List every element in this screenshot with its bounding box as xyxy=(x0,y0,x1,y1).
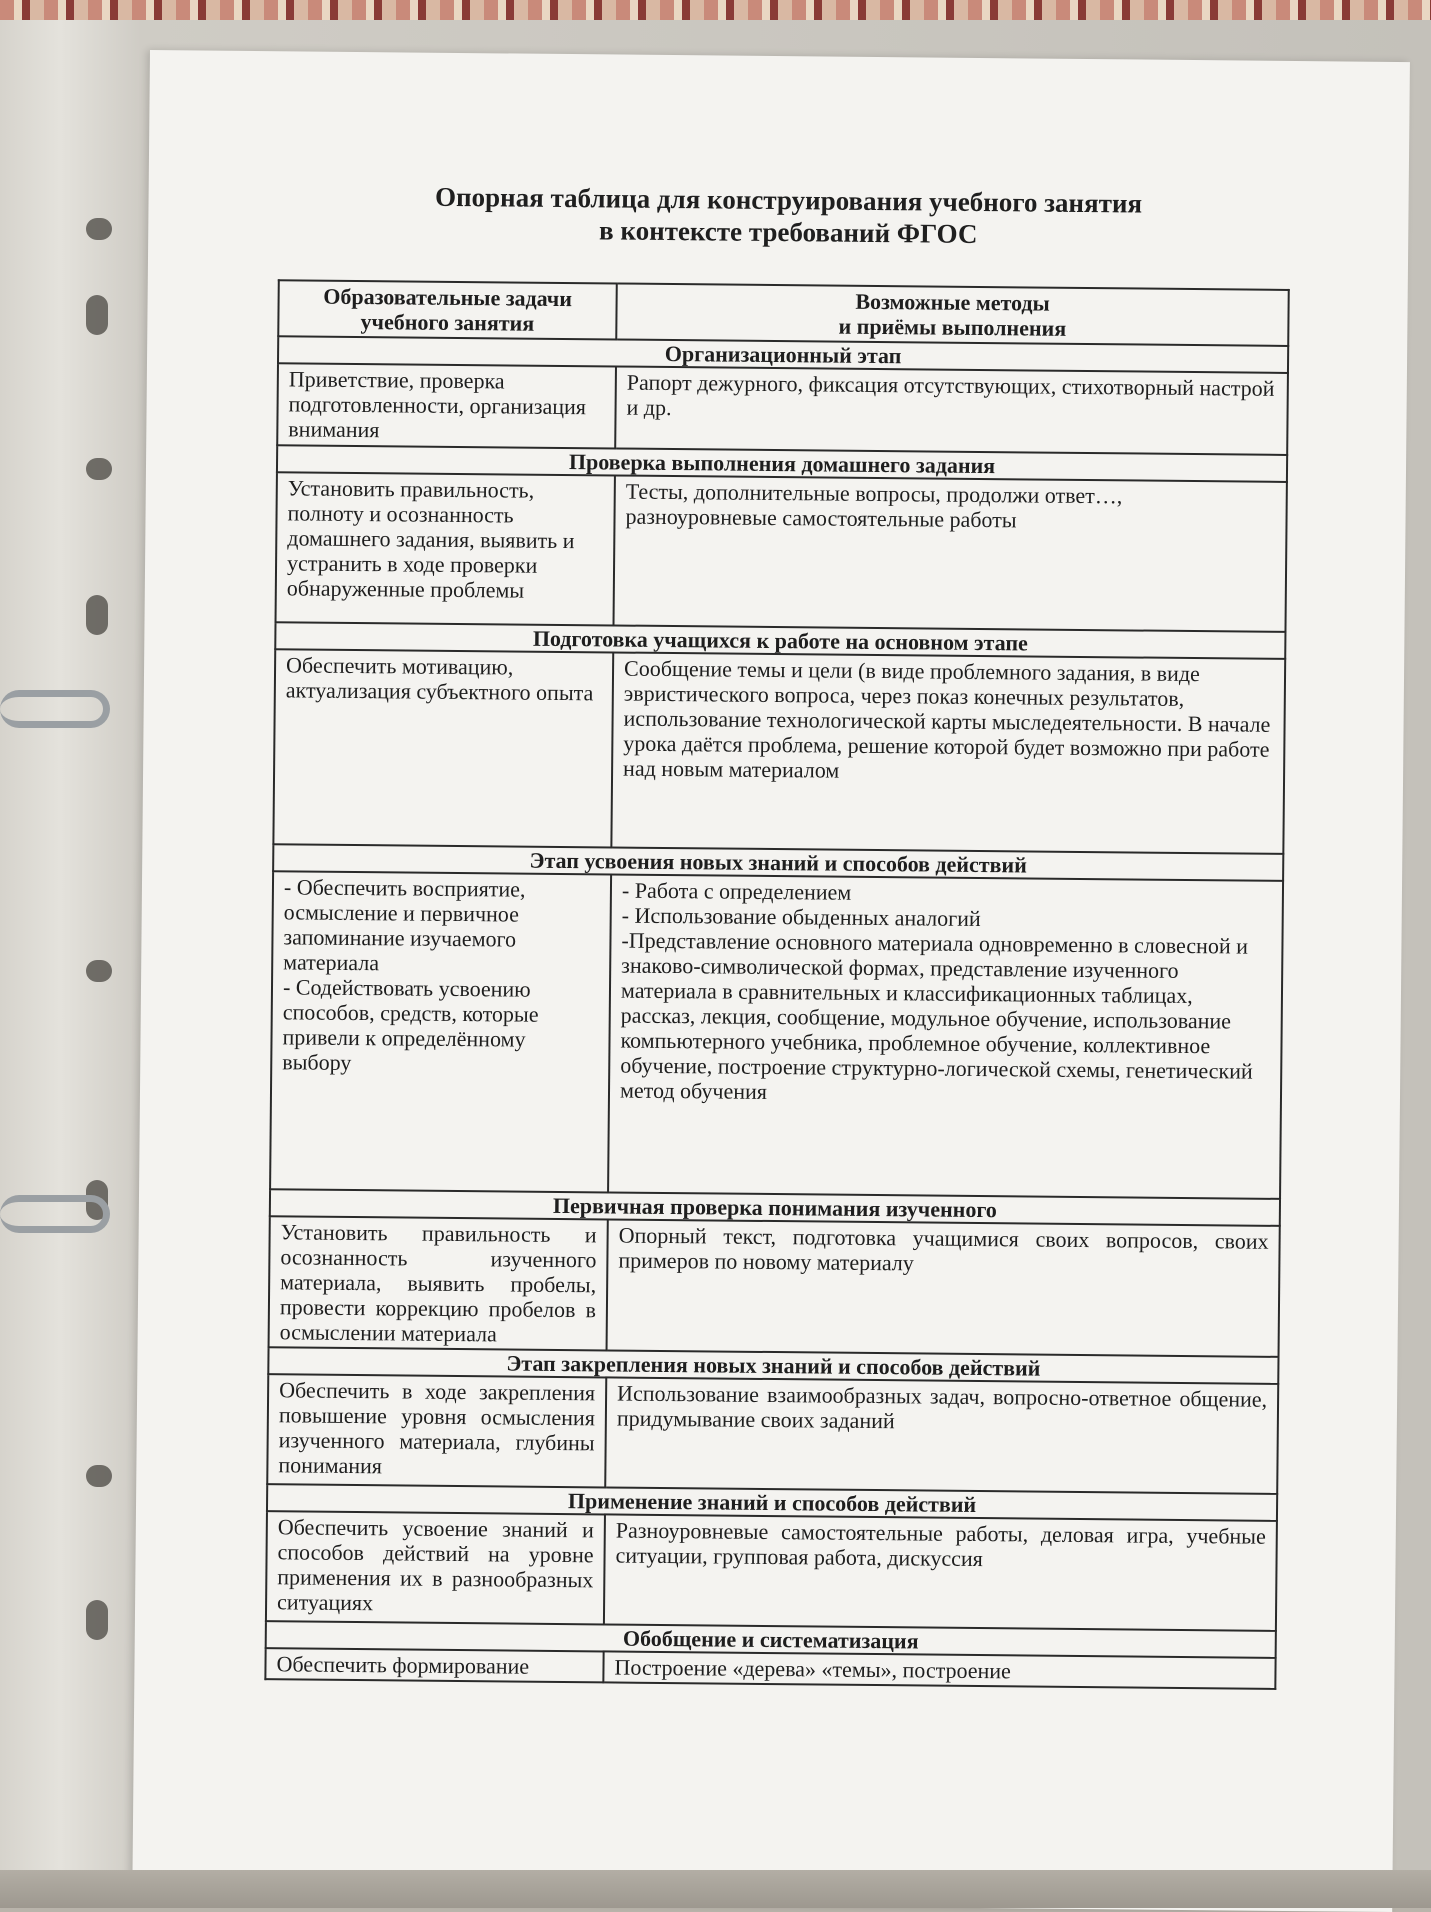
table-header-row xyxy=(278,280,1288,346)
binder-hole xyxy=(86,295,108,335)
binder-ring xyxy=(0,690,110,728)
task-text: Установить правильность и осознанность изученного материала, выявить пробелы, провести коррекцию пробелов в осмыслении материала xyxy=(279,1219,597,1347)
binder-hole xyxy=(86,458,112,480)
task-cell xyxy=(276,472,615,625)
task-cell xyxy=(273,649,613,847)
binder-ring xyxy=(0,1195,110,1233)
method-cell xyxy=(611,652,1285,853)
header-tasks-line-1: Образовательные задачи xyxy=(323,283,573,312)
method-text: Сообщение темы и цели (в виде проблемного задания, в виде эвристического вопроса, через показ конечных результатов, использование технологической карты мыследеятельности. В начале урока даётся проблема, решение которой будет возможно при работе над новым материалом xyxy=(623,655,1271,783)
binder-hole xyxy=(86,595,108,635)
table-row xyxy=(266,1511,1277,1631)
method-cell xyxy=(615,366,1288,454)
binder-hole xyxy=(86,1600,108,1640)
binder-bottom-edge xyxy=(0,1870,1431,1908)
title-line-1: Опорная таблица для конструирования учебного занятия xyxy=(434,181,1143,219)
task-text: Обеспечить формирование xyxy=(276,1651,530,1679)
table-row xyxy=(273,649,1285,854)
title-line-2: в контексте требований ФГОС xyxy=(598,215,978,249)
stage-title: Этап усвоения новых знаний и способов действий xyxy=(273,844,1283,881)
method-cell xyxy=(613,475,1286,631)
table-row xyxy=(269,1216,1280,1357)
method-text: - Использование обыденных аналогий xyxy=(621,902,981,932)
method-cell xyxy=(604,1514,1277,1630)
method-cell xyxy=(603,1651,1275,1688)
task-text: - Обеспечить восприятие, осмысление и первичное запоминание изучаемого материала xyxy=(283,874,526,976)
task-text: - Содействовать усвоению способов, средств, которые привели к определённому выбору xyxy=(282,974,539,1075)
header-methods-line-2: и приёмы выполнения xyxy=(838,313,1067,341)
lesson-design-table xyxy=(264,279,1289,1690)
method-cell xyxy=(608,874,1283,1198)
stage-title: Обобщение и систематизация xyxy=(266,1621,1276,1658)
method-text: Разноуровневые самостоятельные работы, деловая игра, учебные ситуации, групповая работа, дискуссия xyxy=(615,1517,1266,1572)
table-row xyxy=(270,871,1283,1199)
task-cell xyxy=(265,1648,603,1682)
task-cell xyxy=(267,1374,606,1487)
task-text: Обеспечить в ходе закрепления повышение уровня осмысления изученного материала, глубины понимания xyxy=(278,1377,596,1479)
binder-hole xyxy=(86,218,112,240)
table-row xyxy=(276,472,1287,632)
method-text: - Работа с определением xyxy=(621,877,852,905)
stage-title: Подготовка учащихся к работе на основном этапе xyxy=(275,622,1285,659)
binder-hole xyxy=(86,1465,112,1487)
page-title xyxy=(338,180,1239,253)
stage-title: Проверка выполнения домашнего задания xyxy=(277,445,1287,482)
table-row xyxy=(267,1374,1278,1494)
method-text: Рапорт дежурного, фиксация отсутствующих, стихотворный настрой и др. xyxy=(626,369,1275,421)
method-text: Использование взаимообразных задач, вопросно-ответное общение, придумывание своих заданий xyxy=(616,1380,1268,1434)
method-text: -Представление основного материала одновременно в словесной и знаково-символической формах, представление изученного материала в сравнительных и классификационных таблицах, рассказ, лекция, сообщение, модульное обучение, использование компьютерного учебника, проблемное обучение, коллективное обучение, построение структурно-логической схемы, генетический метод обучения xyxy=(619,927,1253,1104)
task-cell xyxy=(266,1511,605,1624)
stage-title: Этап закрепления новых знаний и способов действий xyxy=(268,1347,1278,1384)
task-cell xyxy=(269,1216,608,1350)
header-tasks xyxy=(278,280,617,339)
task-cell xyxy=(277,363,616,448)
method-text: Опорный текст, подготовка учащимися своих вопросов, своих примеров по новому материалу xyxy=(618,1222,1269,1276)
method-cell xyxy=(607,1219,1280,1356)
stage-title: Применение знаний и способов действий xyxy=(267,1484,1277,1521)
method-text: Построение «дерева» «темы», построение xyxy=(614,1654,1012,1684)
stage-title: Первичная проверка понимания изученного xyxy=(270,1189,1280,1226)
header-methods xyxy=(616,283,1289,345)
task-text: Установить правильность, полноту и осознанность домашнего задания, выявить и устранить в ходе проверки обнаруженные проблемы xyxy=(286,475,575,603)
task-text: Обеспечить усвоение знаний и способов действий на уровне применения их в разнообразных ситуациях xyxy=(276,1514,594,1616)
task-text: Обеспечить мотивацию, актуализация субъектного опыта xyxy=(285,652,594,706)
stage-title: Организационный этап xyxy=(278,336,1288,373)
table-row xyxy=(277,363,1288,455)
document-sheet xyxy=(132,50,1410,1912)
method-text: Тесты, дополнительные вопросы, продолжи ответ…, разноуровневые самостоятельные работы xyxy=(625,478,1123,533)
header-methods-line-1: Возможные методы xyxy=(855,288,1050,316)
task-text: Приветствие, проверка подготовленности, организация внимания xyxy=(288,366,587,443)
header-tasks-line-2: учебного занятия xyxy=(360,309,535,336)
binder-hole xyxy=(86,960,112,982)
task-cell xyxy=(270,871,611,1192)
method-cell xyxy=(605,1377,1278,1493)
